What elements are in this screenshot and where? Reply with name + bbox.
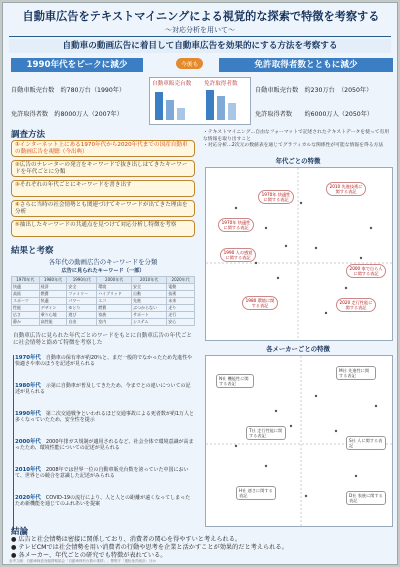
timeline-item-1980: 1980年代 示第に自動車が普及してきたため、今までとの違いについての記述が見られる bbox=[15, 383, 191, 396]
timeline-item-2010: 2010年代 2008年では世界一位の自動車販売台数を誇っていた中国において、世界との競合を意識した記述がみられる bbox=[15, 467, 189, 480]
table-cell: 広さ bbox=[12, 312, 40, 319]
maker-chart-title: 各メーカーごとの特徴 bbox=[266, 345, 330, 353]
table-cell: 自動 bbox=[131, 291, 166, 298]
table-header-cell: 1990年代 bbox=[67, 277, 97, 284]
table-cell: 安全 bbox=[131, 284, 166, 291]
table-cell: デザイン bbox=[39, 305, 67, 312]
table-cell: 環境 bbox=[97, 284, 132, 291]
trend-bars bbox=[150, 78, 250, 124]
footer-references: 参考文献：自動車検査登録情報協会「自動車保有台数の推移」、警察庁「運転免許統計」ほか bbox=[9, 559, 156, 563]
left-stat-2: 免許取得者数 約8000万人（2007年） bbox=[11, 111, 123, 118]
results-subheading: 各年代の動画広告のキーワードを分類 bbox=[48, 258, 158, 266]
right-stat-1: 自動車販売台数 約230万台 （2050年） bbox=[255, 87, 373, 94]
era-bubble-5: 1980 環境に関する表記 bbox=[242, 296, 278, 310]
era-bubble-1: 1970年 快適性に関する表記 bbox=[258, 190, 294, 204]
conclusion-item-2: ● テレビCMでは社会情勢を用い消費者の行動や思考を企業と活かすことが効果的だと考えられる。 bbox=[11, 544, 288, 551]
table-cell: 室内 bbox=[97, 319, 132, 326]
timeline-item-1970: 1970年代 自動車の保有率が約20％と、まだ一般的でなかったため先進性や快適さや車のほうを記述が見られる bbox=[15, 355, 193, 368]
table-cell: 電動 bbox=[167, 284, 195, 291]
tag-label: 今後も bbox=[176, 58, 203, 69]
poster-subtitle: 〜対応分析を用いて〜 bbox=[165, 26, 235, 34]
era-bubble-6: 2000 家で自ら人に関する表記 bbox=[346, 264, 386, 278]
note-text-mining: ・テキストマイニング…自由なフォーマットで記述されたテキストデータを使って有用な情報を取り出すこと bbox=[203, 130, 390, 142]
table-cell: エコ bbox=[97, 298, 132, 305]
table-cell: 快適 bbox=[39, 298, 67, 305]
method-step-4: ④さらに当時の社会情勢とも関連づけてキーワードが出てきた理由を分析 bbox=[11, 200, 195, 217]
era-bubble-3: 1970年 快適性に関する表記 bbox=[218, 218, 254, 232]
results-intro: 自動車広告に見られた年代ごとのワードをもとに自動車広告の年代ごとに社会情勢と絡めて特徴を考察した bbox=[13, 333, 193, 346]
table-cell: 先進 bbox=[131, 298, 166, 305]
left-banner: 1990年代をピークに減少 bbox=[11, 58, 143, 72]
table-caption: 広告に見られたキーワード（一部） bbox=[61, 268, 145, 274]
table-row bbox=[12, 298, 195, 305]
timeline-bar bbox=[13, 355, 14, 530]
conclusion-list bbox=[11, 536, 391, 560]
conclusion-item-1: ● 広告と社会情勢は密接に関係しており、消費者の関心を得やすいと考えられる。 bbox=[11, 536, 242, 543]
maker-bubble-1: N社 機能性に関する表記 bbox=[216, 374, 254, 388]
table-cell: パワー bbox=[67, 298, 97, 305]
maker-bubble-2: M社 先進性に関する表記 bbox=[336, 366, 376, 380]
title-divider bbox=[9, 36, 391, 37]
era-bubble-7: 2020 走行性能に関する表記 bbox=[336, 298, 376, 312]
conclusion-heading: 結論 bbox=[11, 527, 29, 537]
table-cell: 安全 bbox=[67, 284, 97, 291]
timeline-item-1990: 1990年代 第二次交通戦争といわれるほど交通事故による死者数が約1万人と多くなっていたため、安全性を提示 bbox=[15, 411, 194, 424]
table-cell: 安心 bbox=[167, 319, 195, 326]
method-step-3: ③それぞれの年代ごとにキーワードを書き出す bbox=[11, 180, 195, 197]
table-cell: 高級 bbox=[12, 291, 40, 298]
table-cell: スポーツ bbox=[12, 298, 40, 305]
table-header-cell: 1980年代 bbox=[39, 277, 67, 284]
license-chart-label: 免許取得者数 bbox=[204, 81, 238, 87]
maker-scatter bbox=[205, 355, 393, 527]
table-cell: ファミリー bbox=[67, 291, 97, 298]
method-step-1: ①インターネット上にある1970年代から2020年代までの国産自動車の動画広告を視聴（今出典） bbox=[11, 140, 195, 157]
table-row bbox=[12, 312, 195, 319]
table-cell: サポート bbox=[131, 312, 166, 319]
table-cell: ゆとり bbox=[67, 305, 97, 312]
table-header-cell: 2010年代 bbox=[131, 277, 166, 284]
table-cell: 性能 bbox=[12, 305, 40, 312]
left-stat-1: 自動車販売台数 約780万台（1990年） bbox=[11, 87, 126, 94]
table-cell: システム bbox=[131, 319, 166, 326]
table-cell: 未来 bbox=[167, 298, 195, 305]
table-cell: 快適 bbox=[12, 284, 40, 291]
right-stat-2: 免許取得者数 約6000万人（2050年） bbox=[255, 111, 374, 118]
keyword-table bbox=[11, 276, 195, 326]
table-cell: 燃費 bbox=[97, 305, 132, 312]
timeline-item-2000: 2000年代 2000年排ガス規制が適用されるなど、社会全体で環境意識が高まったため、環境性能についての記述が見られる bbox=[15, 439, 194, 452]
table-cell: 走り bbox=[167, 305, 195, 312]
era-chart-title: 年代ごとの特徴 bbox=[275, 157, 321, 165]
table-cell: ぶつからない bbox=[131, 305, 166, 312]
table-cell: 燃費 bbox=[39, 291, 67, 298]
table-cell: ハイブリッド bbox=[97, 291, 132, 298]
lead-statement: 自動車の動画広告に着目して自動車広告を効果的にする方法を考察する bbox=[9, 39, 391, 53]
table-header-cell: 1970年代 bbox=[12, 277, 40, 284]
era-bubble-2: 2010 先進技術に関する表記 bbox=[326, 182, 366, 196]
table-cell: 高性能 bbox=[39, 319, 67, 326]
poster-title: 自動車広告をテキストマイニングによる視覚的な探索で特徴を考察する bbox=[22, 10, 380, 23]
method-step-5: ⑤抽出したキーワードの共通点を見つけて対応分析し特徴を考察 bbox=[11, 220, 195, 237]
poster bbox=[2, 2, 398, 565]
table-cell: 走行 bbox=[167, 312, 195, 319]
table-cell: 技術 bbox=[167, 291, 195, 298]
table-cell: 経済 bbox=[39, 284, 67, 291]
table-cell: 自由 bbox=[67, 319, 97, 326]
timeline-item-2020: 2020年代 COVID-19の流行により、人と人との距離が遠くなってしまったため新機能を通じてのふれあいを提案 bbox=[15, 495, 191, 508]
maker-bubble-4: S社 人に関する表記 bbox=[346, 436, 386, 450]
keyword-table-header bbox=[12, 277, 195, 284]
trend-chart bbox=[149, 77, 251, 125]
sales-chart-label: 自動車販売台数 bbox=[152, 81, 192, 87]
table-header-cell: 2000年代 bbox=[97, 277, 132, 284]
era-scatter bbox=[205, 167, 393, 341]
table-cell: 静か bbox=[12, 319, 40, 326]
maker-bubble-6: D社 家族に関する表記 bbox=[346, 491, 386, 505]
era-bubble-4: 1990 人の感覚に関する表記 bbox=[220, 248, 256, 262]
maker-bubble-3: T社 走行性能に関する表記 bbox=[246, 426, 286, 440]
table-row bbox=[12, 319, 195, 326]
table-row bbox=[12, 305, 195, 312]
right-banner: 免許取得者数とともに減少 bbox=[219, 58, 393, 72]
table-row bbox=[12, 284, 195, 291]
table-header-cell: 2020年代 bbox=[167, 277, 195, 284]
table-cell: 遊び bbox=[67, 312, 97, 319]
table-cell: 家族 bbox=[97, 312, 132, 319]
results-heading: 結果と考察 bbox=[11, 246, 54, 256]
conclusion-item-3: ● 各メーカー、年代ごとの研究でも特徴が表れている。 bbox=[11, 552, 167, 559]
method-heading: 調査方法 bbox=[11, 130, 46, 140]
table-row bbox=[12, 291, 195, 298]
table-cell: 乗り心地 bbox=[39, 312, 67, 319]
note-correspondence: ・対応分析…2次元の数値表を通じてグラフィカルな関係性が可能な情報を得る方法 bbox=[203, 143, 384, 148]
method-step-2: ②広告のナレーターの発言をキーワードで抜き出しはてきたキーワードを年代ごとに分類 bbox=[11, 160, 195, 177]
maker-bubble-5: H社 速さに関する表記 bbox=[236, 486, 276, 500]
